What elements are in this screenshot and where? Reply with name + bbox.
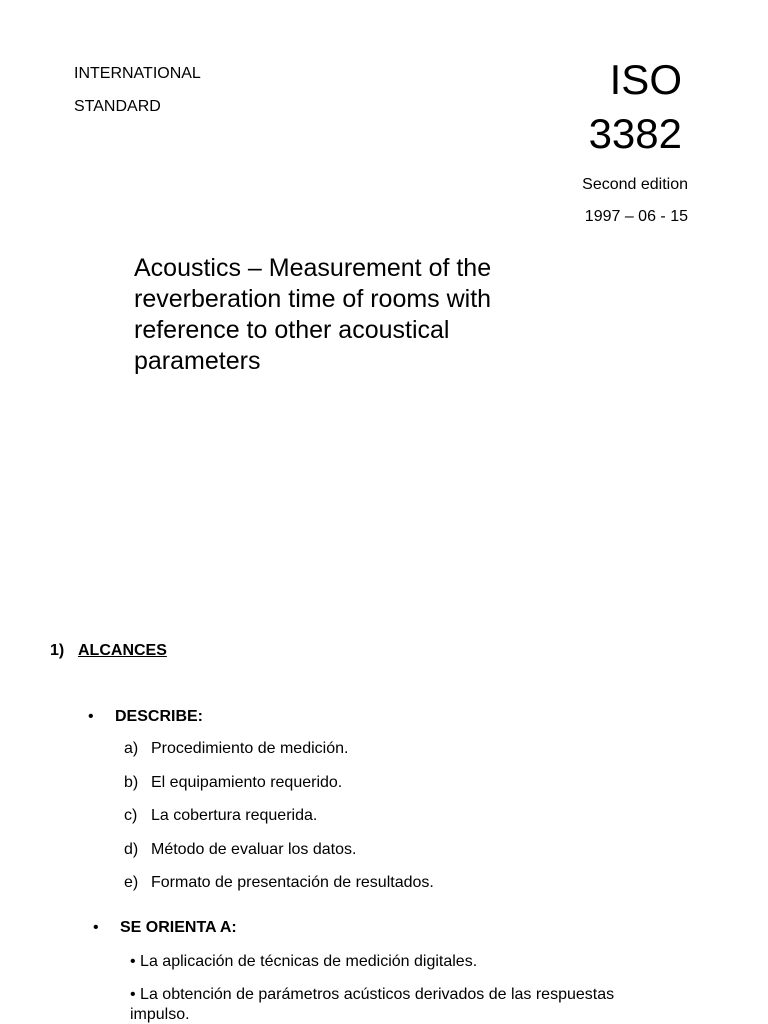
- item-text: El equipamiento requerido.: [151, 773, 343, 791]
- standard-type-line-1: INTERNATIONAL: [74, 65, 201, 82]
- bullet-icon: •: [93, 919, 99, 936]
- iso-label: ISO: [609, 56, 682, 103]
- list-item: [124, 807, 434, 841]
- list-item: [124, 774, 434, 808]
- orienta-heading: [93, 919, 237, 937]
- iso-number: 3382: [588, 110, 682, 157]
- bullet-icon: •: [88, 708, 94, 725]
- item-text: Método de evaluar los datos.: [151, 840, 357, 858]
- document-title: Acoustics – Measurement of the reverberation time of rooms with reference to other acoustical parameters: [134, 254, 492, 375]
- section-number: 1): [50, 642, 65, 659]
- describe-list: [124, 740, 434, 908]
- list-item: [124, 740, 434, 774]
- item-letter: c): [124, 807, 138, 824]
- item-letter: b): [124, 773, 139, 791]
- item-text: Formato de presentación de resultados.: [151, 874, 434, 891]
- standard-type-line-2: STANDARD: [74, 98, 161, 115]
- orienta-label: SE ORIENTA A:: [120, 919, 237, 936]
- list-item: • La aplicación de técnicas de medición digitales.: [130, 953, 478, 970]
- describe-heading: [88, 708, 203, 726]
- list-item: [124, 841, 434, 875]
- describe-label: DESCRIBE:: [115, 708, 204, 725]
- item-text: La cobertura requerida.: [151, 807, 318, 824]
- item-letter: a): [124, 740, 139, 757]
- list-item: • La obtención de parámetros acústicos derivados de las respuestas impulso.: [130, 986, 615, 1023]
- item-text: Procedimiento de medición.: [151, 740, 349, 757]
- publication-date: 1997 – 06 - 15: [584, 208, 688, 225]
- item-letter: d): [124, 840, 139, 858]
- list-item: [124, 874, 434, 908]
- item-letter: e): [124, 874, 139, 891]
- section-label: ALCANCES: [78, 642, 167, 659]
- edition: Second edition: [582, 176, 688, 193]
- section-heading: [50, 642, 167, 660]
- orienta-list: [130, 952, 620, 1024]
